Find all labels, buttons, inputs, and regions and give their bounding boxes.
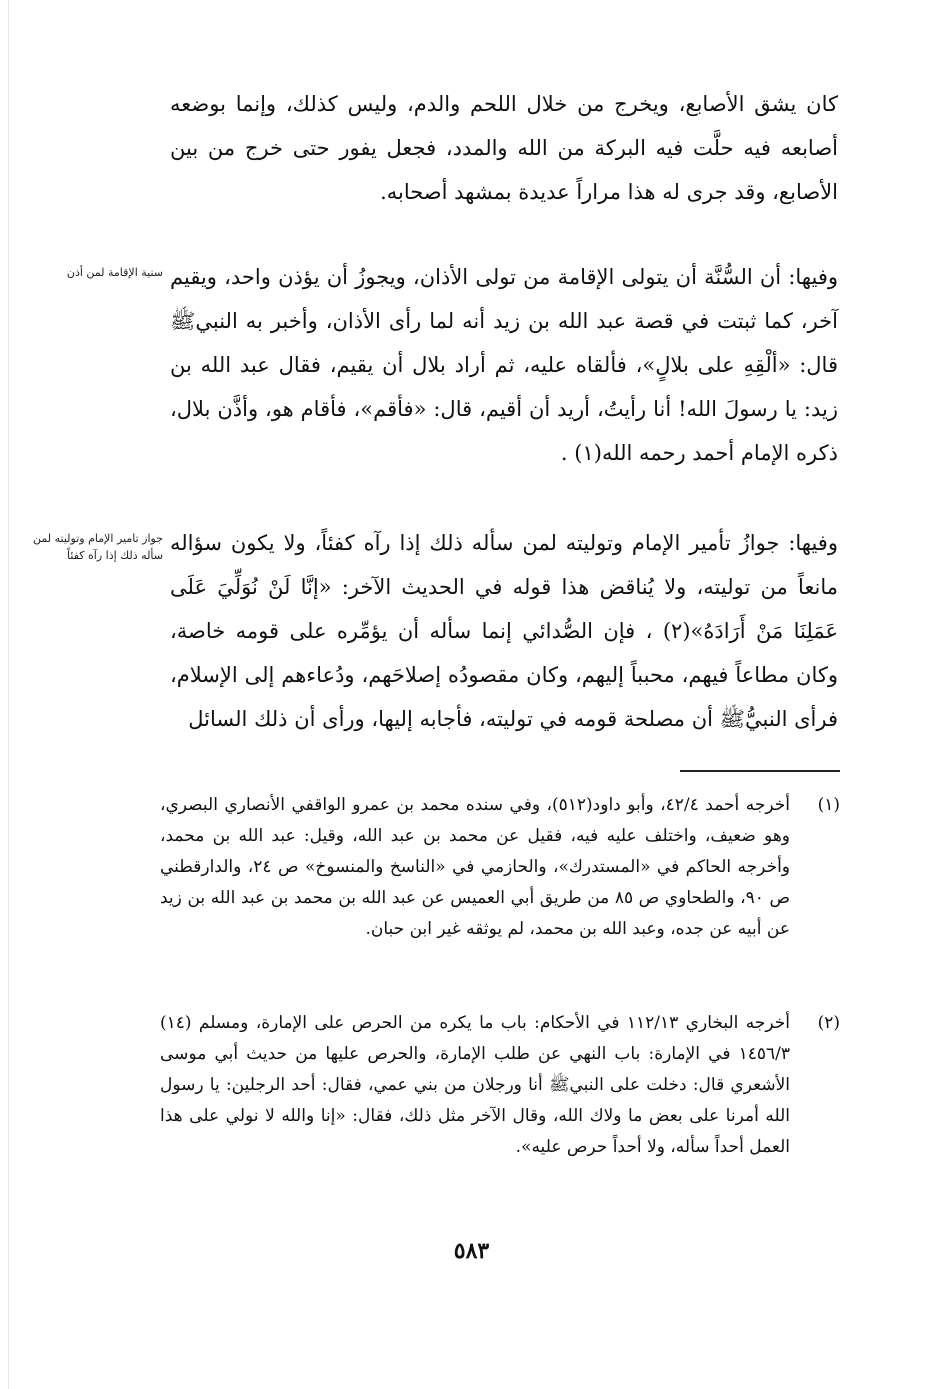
footnote-1 [160,790,840,945]
footnote-separator [680,770,840,772]
scan-edge-line [8,0,9,1389]
margin-note-1: سنية الإقامة لمن أذن [66,266,163,279]
body-paragraph-2: وفيها: أن السُّنَّة أن يتولى الإقامة من تولى الأذان، ويجوزُ أن يؤذن واحد، ويقيم آخر، كما ثبتت في قصة عبد الله بن زيد أنه لما رأى الأذان، وأخبر به النبيﷺ قال: «ألْقِهِ على بلالٍ»، فألقاه عليه، ثم أراد بلال أن يقيم، فقال عبد الله بن زيد: يا رسولَ الله! أنا رأيتُ، أريد أن أقيم، قال: «فأقم»، فأقام هو، وأذَّن بلال، ذكره الإمام أحمد رحمه الله(١) . [170,265,838,465]
page-number: ٥٨٣ [453,1238,490,1264]
margin-note-2: جواز تامير الإمام وتوليته لمن سأله ذلك إذا رآه كفئاً [33,532,163,562]
footnote-2 [160,1008,840,1163]
footnote-2-number: (٢) [817,1013,840,1033]
footnote-1-text: أخرجه أحمد ٤٢/٤، وأبو داود(٥١٢)، وفي سنده محمد بن عمرو الواقفي الأنصاري البصري، وهو ضعيف، واختلف عليه فيه، فقيل عن محمد بن عبد الله، وقيل: عبد الله بن محمد، وأخرجه الحاكم في «المستدرك»، والحازمي في «الناسخ والمنسوخ» ص ٢٤، والدارقطني ص ٩٠، والطحاوي ص ٨٥ من طريق أبي العميس عن عبد الله بن محمد بن عبد الله بن زيد عن أبيه عن جده، وعبد الله بن محمد، لم يوثقه غير ابن حبان. [160,795,791,939]
body-paragraph-3: وفيها: جوازُ تأمير الإمام وتوليته لمن سأله ذلك إذا رآه كفئاً، ولا يكون سؤاله مانعاً من توليته، ولا يُناقض هذا قوله في الحديث الآخر: «إنَّا لَنْ نُوَلِّيَ عَلَى عَمَلِنَا مَنْ أَرَادَهُ»(٢) ، فإن الصُّدائي إنما سأله أن يؤمِّره على قومه خاصة، وكان مطاعاً فيهم، محبباً إليهم، وكان مقصودُه إصلاحَهم، ودُعاءهم إلى الإسلام، فرأى النبيُّﷺ أن مصلحة قومه في توليته، فأجابه إليها، ورأى أن ذلك السائل [170,531,838,731]
footnote-1-number: (١) [817,795,840,815]
footnote-2-text: أخرجه البخاري ١١٢/١٣ في الأحكام: باب ما يكره من الحرص على الإمارة، ومسلم (١٤) ١٤٥٦/٣ في الإمارة: باب النهي عن طلب الإمارة، والحرص عليها من حديث أبي موسى الأشعري قال: دخلت على النبيﷺ أنا ورجلان من بني عمي، فقال: أحد الرجلين: يا رسول الله أمرنا على بعض ما ولاك الله، وقال الآخر مثل ذلك، فقال: «إنا والله لا نولي على هذا العمل أحداً سأله، ولا أحداً حرص عليه». [160,1013,790,1157]
body-paragraph-1: كان يشق الأصابع، ويخرج من خلال اللحم والدم، وليس كذلك، وإنما بوضعه أصابعه فيه حلَّت فيه البركة من الله والمدد، فجعل يفور حتى خرج من بين الأصابع، وقد جرى له هذا مراراً عديدة بمشهد أصحابه. [170,92,838,204]
